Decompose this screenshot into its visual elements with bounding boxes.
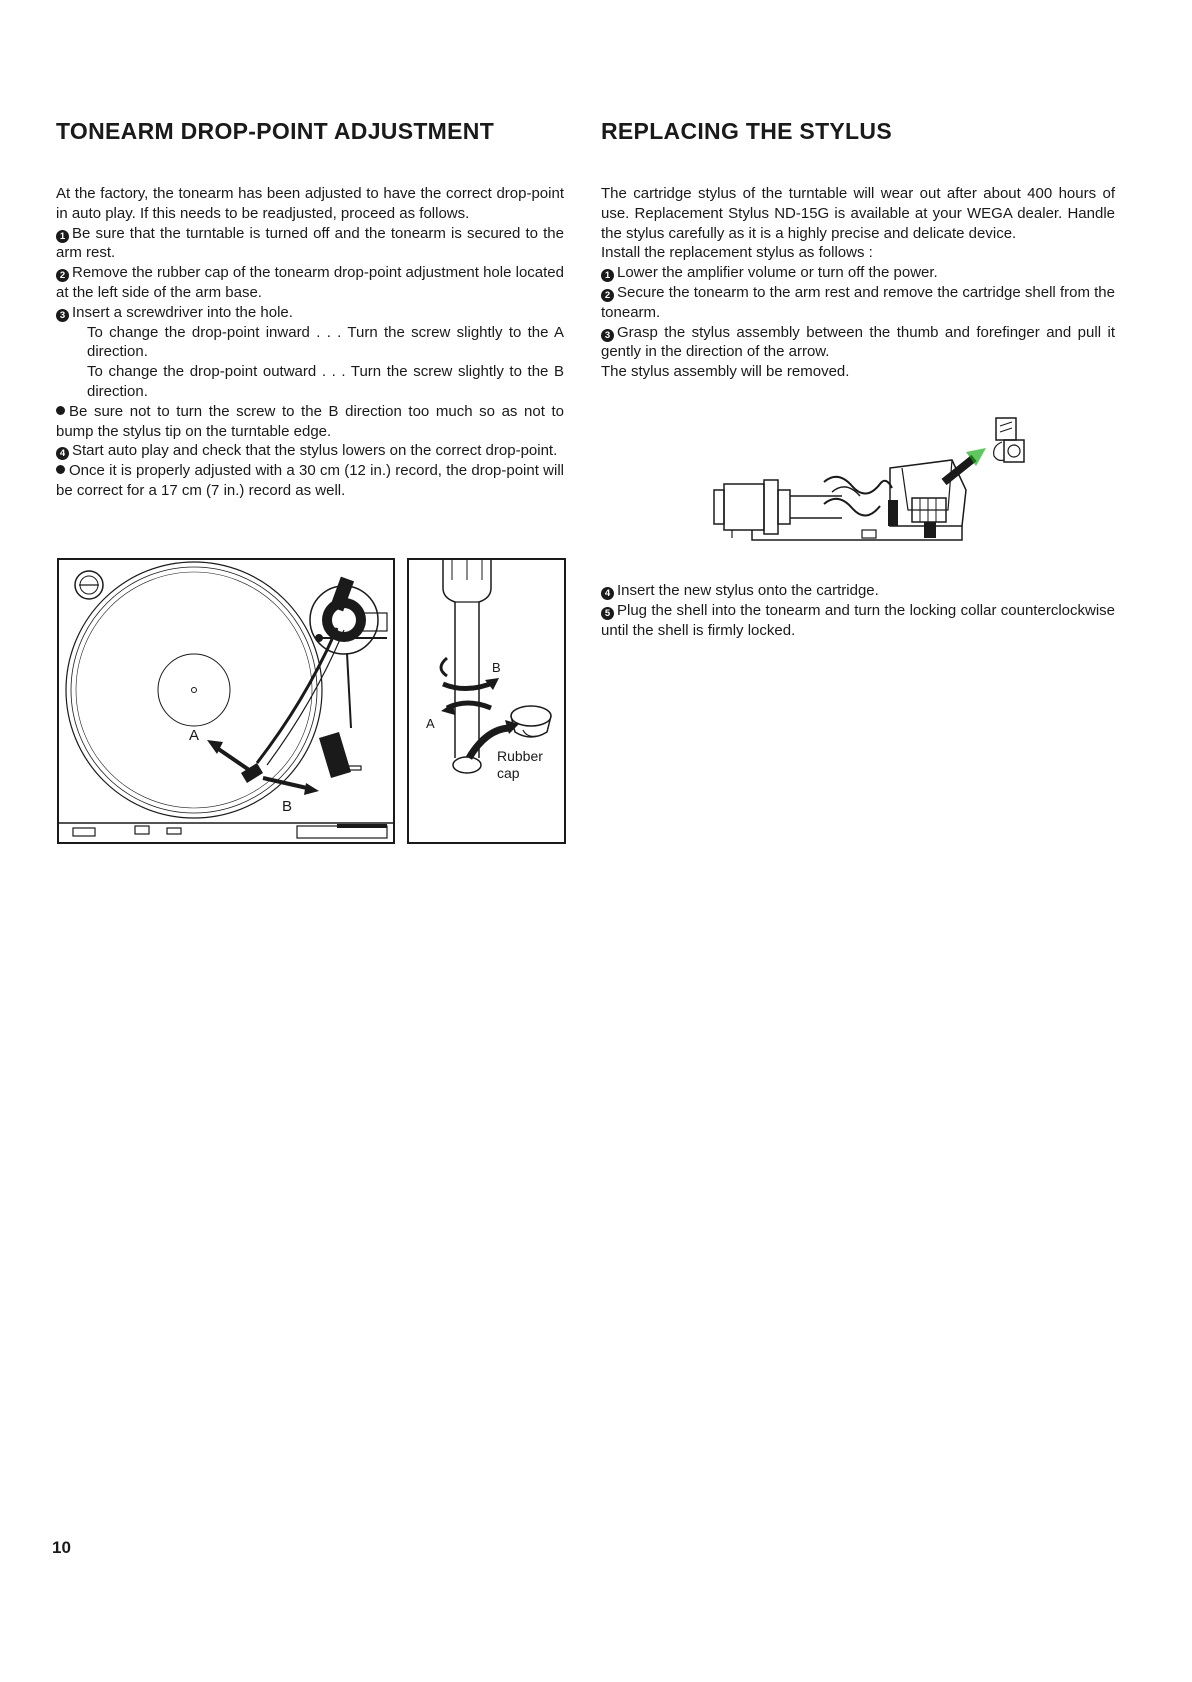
left-body-text [56, 184, 564, 501]
left-step-1: 1 Be sure that the turntable is turned off and the tonearm is secured to the arm rest. [56, 224, 564, 262]
right-body-text [601, 184, 1115, 382]
step-number-badge: 2 [601, 289, 614, 302]
right-intro: The cartridge stylus of the turntable will wear out after about 400 hours of use. Replacement Stylus ND-15G is available at your WEGA dealer. Handle the stylus carefully as it is a highly precise and delicate device. [601, 185, 1115, 242]
step-number-badge: 1 [601, 269, 614, 282]
inset-label-b: B [492, 660, 501, 675]
direction-label-a: A [189, 727, 200, 744]
bullet-icon [56, 465, 65, 474]
step-number-badge: 3 [56, 309, 69, 322]
left-note-b: Be sure not to turn the screw to the B direction too much so as not to bump the stylus tip on the turntable edge. [56, 402, 564, 440]
left-step-4: 4 Start auto play and check that the stylus lowers on the correct drop-point. [56, 441, 564, 461]
right-section-title: REPLACING THE STYLUS [601, 118, 892, 144]
left-step-3: 3 Insert a screwdriver into the hole. [56, 303, 564, 323]
page-number: 10 [52, 1538, 71, 1557]
left-step-2: 2 Remove the rubber cap of the tonearm drop-point adjustment hole located at the left side of the arm base. [56, 264, 564, 301]
left-intro: At the factory, the tonearm has been adjusted to have the correct drop-point in auto play. If this needs to be readjusted, proceed as follows. [56, 185, 564, 222]
left-note-record: Once it is properly adjusted with a 30 cm (12 in.) record, the drop-point will be correct for a 17 cm (7 in.) record as well. [56, 462, 564, 499]
step-number-badge: 4 [56, 447, 69, 460]
cartridge-figure [712, 400, 1032, 550]
direction-label-b: B [282, 798, 293, 815]
right-step-4: 4 Insert the new stylus onto the cartridge. [601, 581, 1115, 601]
right-step-3: 3 Grasp the stylus assembly between the thumb and forefinger and pull it gently in the direction of the arrow. [601, 323, 1115, 361]
right-removed-line: The stylus assembly will be removed. [601, 363, 850, 381]
rubber-cap-label-line1: Rubber [497, 748, 543, 764]
step-number-badge: 5 [601, 607, 614, 620]
step-number-badge: 2 [56, 269, 69, 282]
left-sub-outward: To change the drop-point outward . . . Turn the screw slightly to the B direction. [87, 363, 564, 400]
bullet-icon [56, 406, 65, 415]
step-number-badge: 3 [601, 329, 614, 342]
left-sub-inward: To change the drop-point inward . . . Turn the screw slightly to the A direction. [87, 323, 564, 361]
inset-label-a: A [426, 716, 435, 731]
turntable-figure [57, 558, 397, 848]
right-step-2: 2 Secure the tonearm to the arm rest and remove the cartridge shell from the tonearm. [601, 283, 1115, 321]
step-number-badge: 4 [601, 587, 614, 600]
step-number-badge: 1 [56, 230, 69, 243]
right-step-1: 1 Lower the amplifier volume or turn off the power. [601, 263, 1115, 283]
right-body-text-2 [601, 581, 1115, 640]
screwdriver-inset-figure [407, 558, 567, 848]
left-section-title: TONEARM DROP-POINT ADJUSTMENT [56, 118, 495, 144]
right-step-5: 5 Plug the shell into the tonearm and turn the locking collar counterclockwise until the shell is firmly locked. [601, 601, 1115, 639]
rubber-cap-label-line2: cap [497, 765, 520, 781]
right-install-line: Install the replacement stylus as follows : [601, 244, 873, 262]
